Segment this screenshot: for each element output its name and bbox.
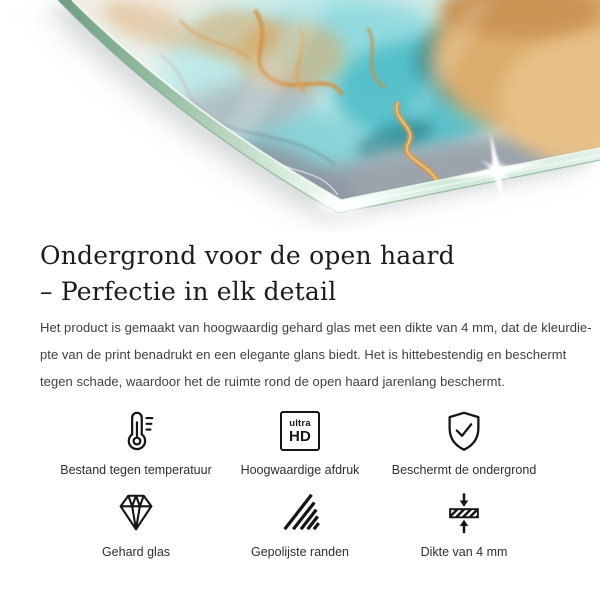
feature-temperature [54,408,218,477]
features-grid [40,408,560,559]
title-line-2: – Perfectie in elk detail [40,277,337,306]
content-section [0,238,600,559]
feature-label: Hoogwaardige afdruk [240,463,360,477]
feature-label: Beschermt de ondergrond [391,463,537,477]
description-line-3: tegen schade, waardoor het de ruimte rond de open haard jarenlang beschermt. [40,374,505,389]
polished-edges-icon [277,490,323,536]
thermometer-icon [113,408,159,454]
feature-label: Bestand tegen temperatuur [60,463,212,477]
product-photo [0,0,600,232]
shield-check-icon [441,408,487,454]
ultra-hd-text-bottom: HD [288,427,312,445]
thickness-icon [441,490,487,536]
feature-polished-edges [218,490,382,559]
title-line-1: Ondergrond voor de open haard [40,241,455,270]
feature-label: Gehard glas [101,545,171,559]
feature-protection [382,408,546,477]
ultra-hd-icon [280,411,320,451]
page-title [40,238,560,310]
ultra-hd-text-top: ultra [289,417,311,429]
feature-label: Gepolijste randen [251,545,349,559]
feature-print-quality [218,408,382,477]
description-line-1: Het product is gemaakt van hoogwaardig gehard glas met een dikte van 4 mm, dat de kleurdie- [40,320,592,335]
product-description [40,314,592,395]
diamond-icon [113,490,159,536]
feature-tempered-glass [54,490,218,559]
glass-panel-image [0,0,600,232]
feature-thickness [382,490,546,559]
description-line-2: pte van de print benadrukt en een elegante glans biedt. Het is hittebestendig en beschermt [40,347,567,362]
feature-label: Dikte van 4 mm [420,545,508,559]
